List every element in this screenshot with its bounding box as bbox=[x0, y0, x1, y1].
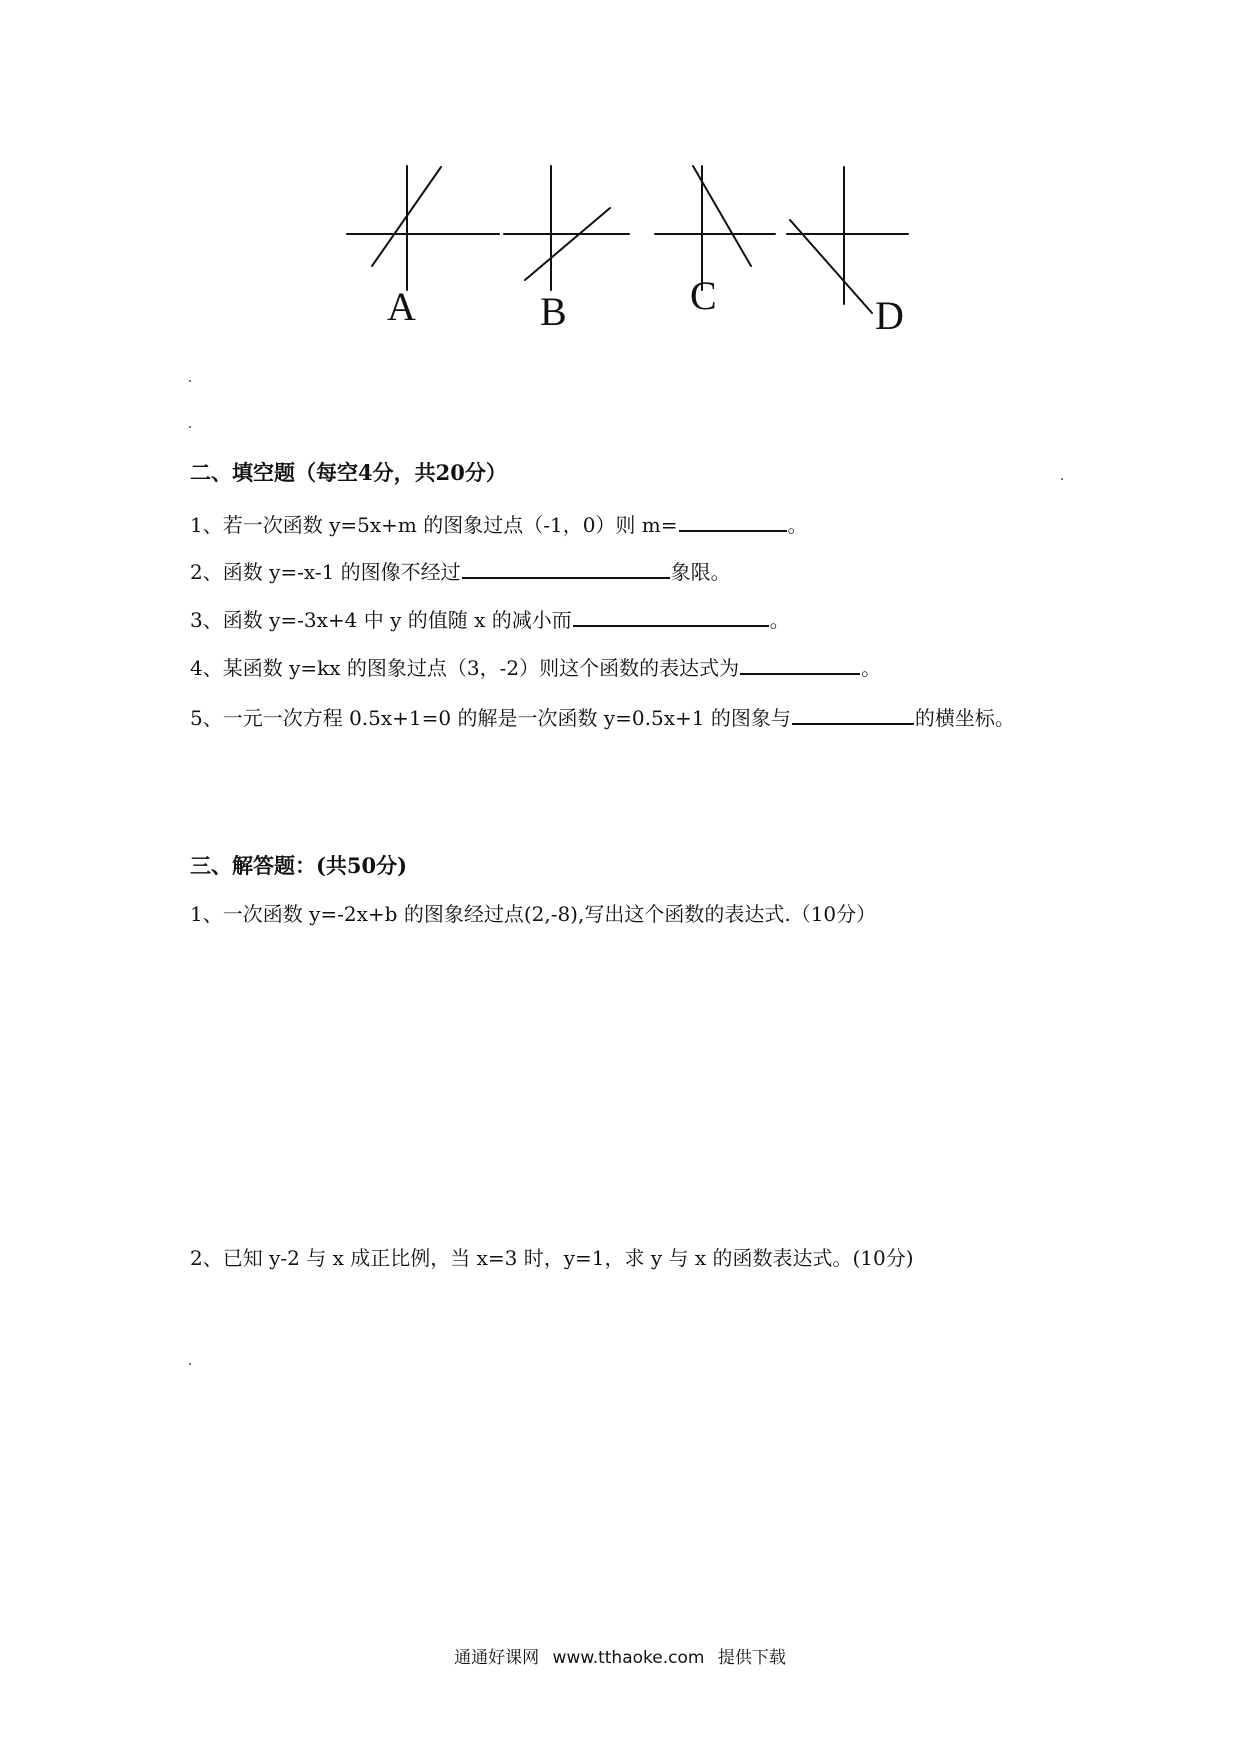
answer-question-1: 1、一次函数 y=-2x+b 的图象经过点(2,-8),写出这个函数的表达式.（10分） bbox=[190, 902, 877, 926]
graph-label-b: B bbox=[540, 289, 567, 334]
answer-question-2: 2、已知 y-2 与 x 成正比例，当 x=3 时，y=1，求 y 与 x 的函数表达式。(10分) bbox=[190, 1246, 914, 1270]
graph-b bbox=[504, 166, 629, 290]
footer-suffix: 提供下载 bbox=[717, 1648, 786, 1668]
footer-url: www.tthaoke.com bbox=[552, 1648, 705, 1668]
section-2-title: 二、填空题（每空4分，共20分） bbox=[190, 460, 507, 485]
graph-label-a: A bbox=[387, 284, 416, 329]
scan-speck bbox=[189, 380, 191, 382]
scan-speck bbox=[189, 1363, 191, 1365]
fill-question-2-end: 象限。 bbox=[670, 560, 731, 584]
answer-blank-5[interactable] bbox=[792, 701, 914, 725]
fill-question-2-text: 2、函数 y=-x-1 的图像不经过 bbox=[190, 560, 461, 584]
answer-space-2[interactable] bbox=[190, 1285, 1050, 1615]
fill-question-4 bbox=[190, 651, 881, 681]
fill-question-3-end: 。 bbox=[769, 608, 790, 632]
fill-question-3 bbox=[190, 603, 790, 633]
fill-question-5 bbox=[190, 701, 1015, 731]
graph-options-figure bbox=[0, 0, 1240, 360]
answer-blank-4[interactable] bbox=[740, 651, 860, 675]
answer-blank-2[interactable] bbox=[462, 555, 670, 579]
fill-question-5-text: 5、一元一次方程 0.5x+1=0 的解是一次函数 y=0.5x+1 的图象与 bbox=[190, 706, 791, 730]
scan-speck bbox=[189, 426, 191, 428]
section-3-title: 三、解答题：(共50分) bbox=[190, 853, 408, 878]
fill-question-5-end: 的横坐标。 bbox=[914, 706, 1015, 730]
fill-question-4-text: 4、某函数 y=kx 的图象过点（3，-2）则这个函数的表达式为 bbox=[190, 656, 740, 680]
page-footer bbox=[0, 1643, 1240, 1668]
fill-question-2 bbox=[190, 555, 731, 585]
fill-question-1-end: 。 bbox=[787, 513, 808, 537]
graph-a bbox=[347, 166, 499, 290]
fill-question-1 bbox=[190, 508, 808, 538]
fill-question-1-text: 1、若一次函数 y=5x+m 的图象过点（-1，0）则 m= bbox=[190, 513, 678, 537]
fill-question-3-text: 3、函数 y=-3x+4 中 y 的值随 x 的减小而 bbox=[190, 608, 572, 632]
answer-blank-1[interactable] bbox=[679, 508, 787, 532]
answer-blank-3[interactable] bbox=[573, 603, 769, 627]
fill-question-4-end: 。 bbox=[861, 656, 882, 680]
answer-space-1[interactable] bbox=[190, 940, 1050, 1240]
graph-c bbox=[655, 166, 775, 290]
footer-site-name: 通通好课网 bbox=[454, 1648, 540, 1668]
scan-speck bbox=[1061, 478, 1063, 480]
graph-d bbox=[787, 167, 908, 313]
graph-label-c: C bbox=[690, 273, 717, 318]
graph-label-d: D bbox=[875, 293, 904, 338]
